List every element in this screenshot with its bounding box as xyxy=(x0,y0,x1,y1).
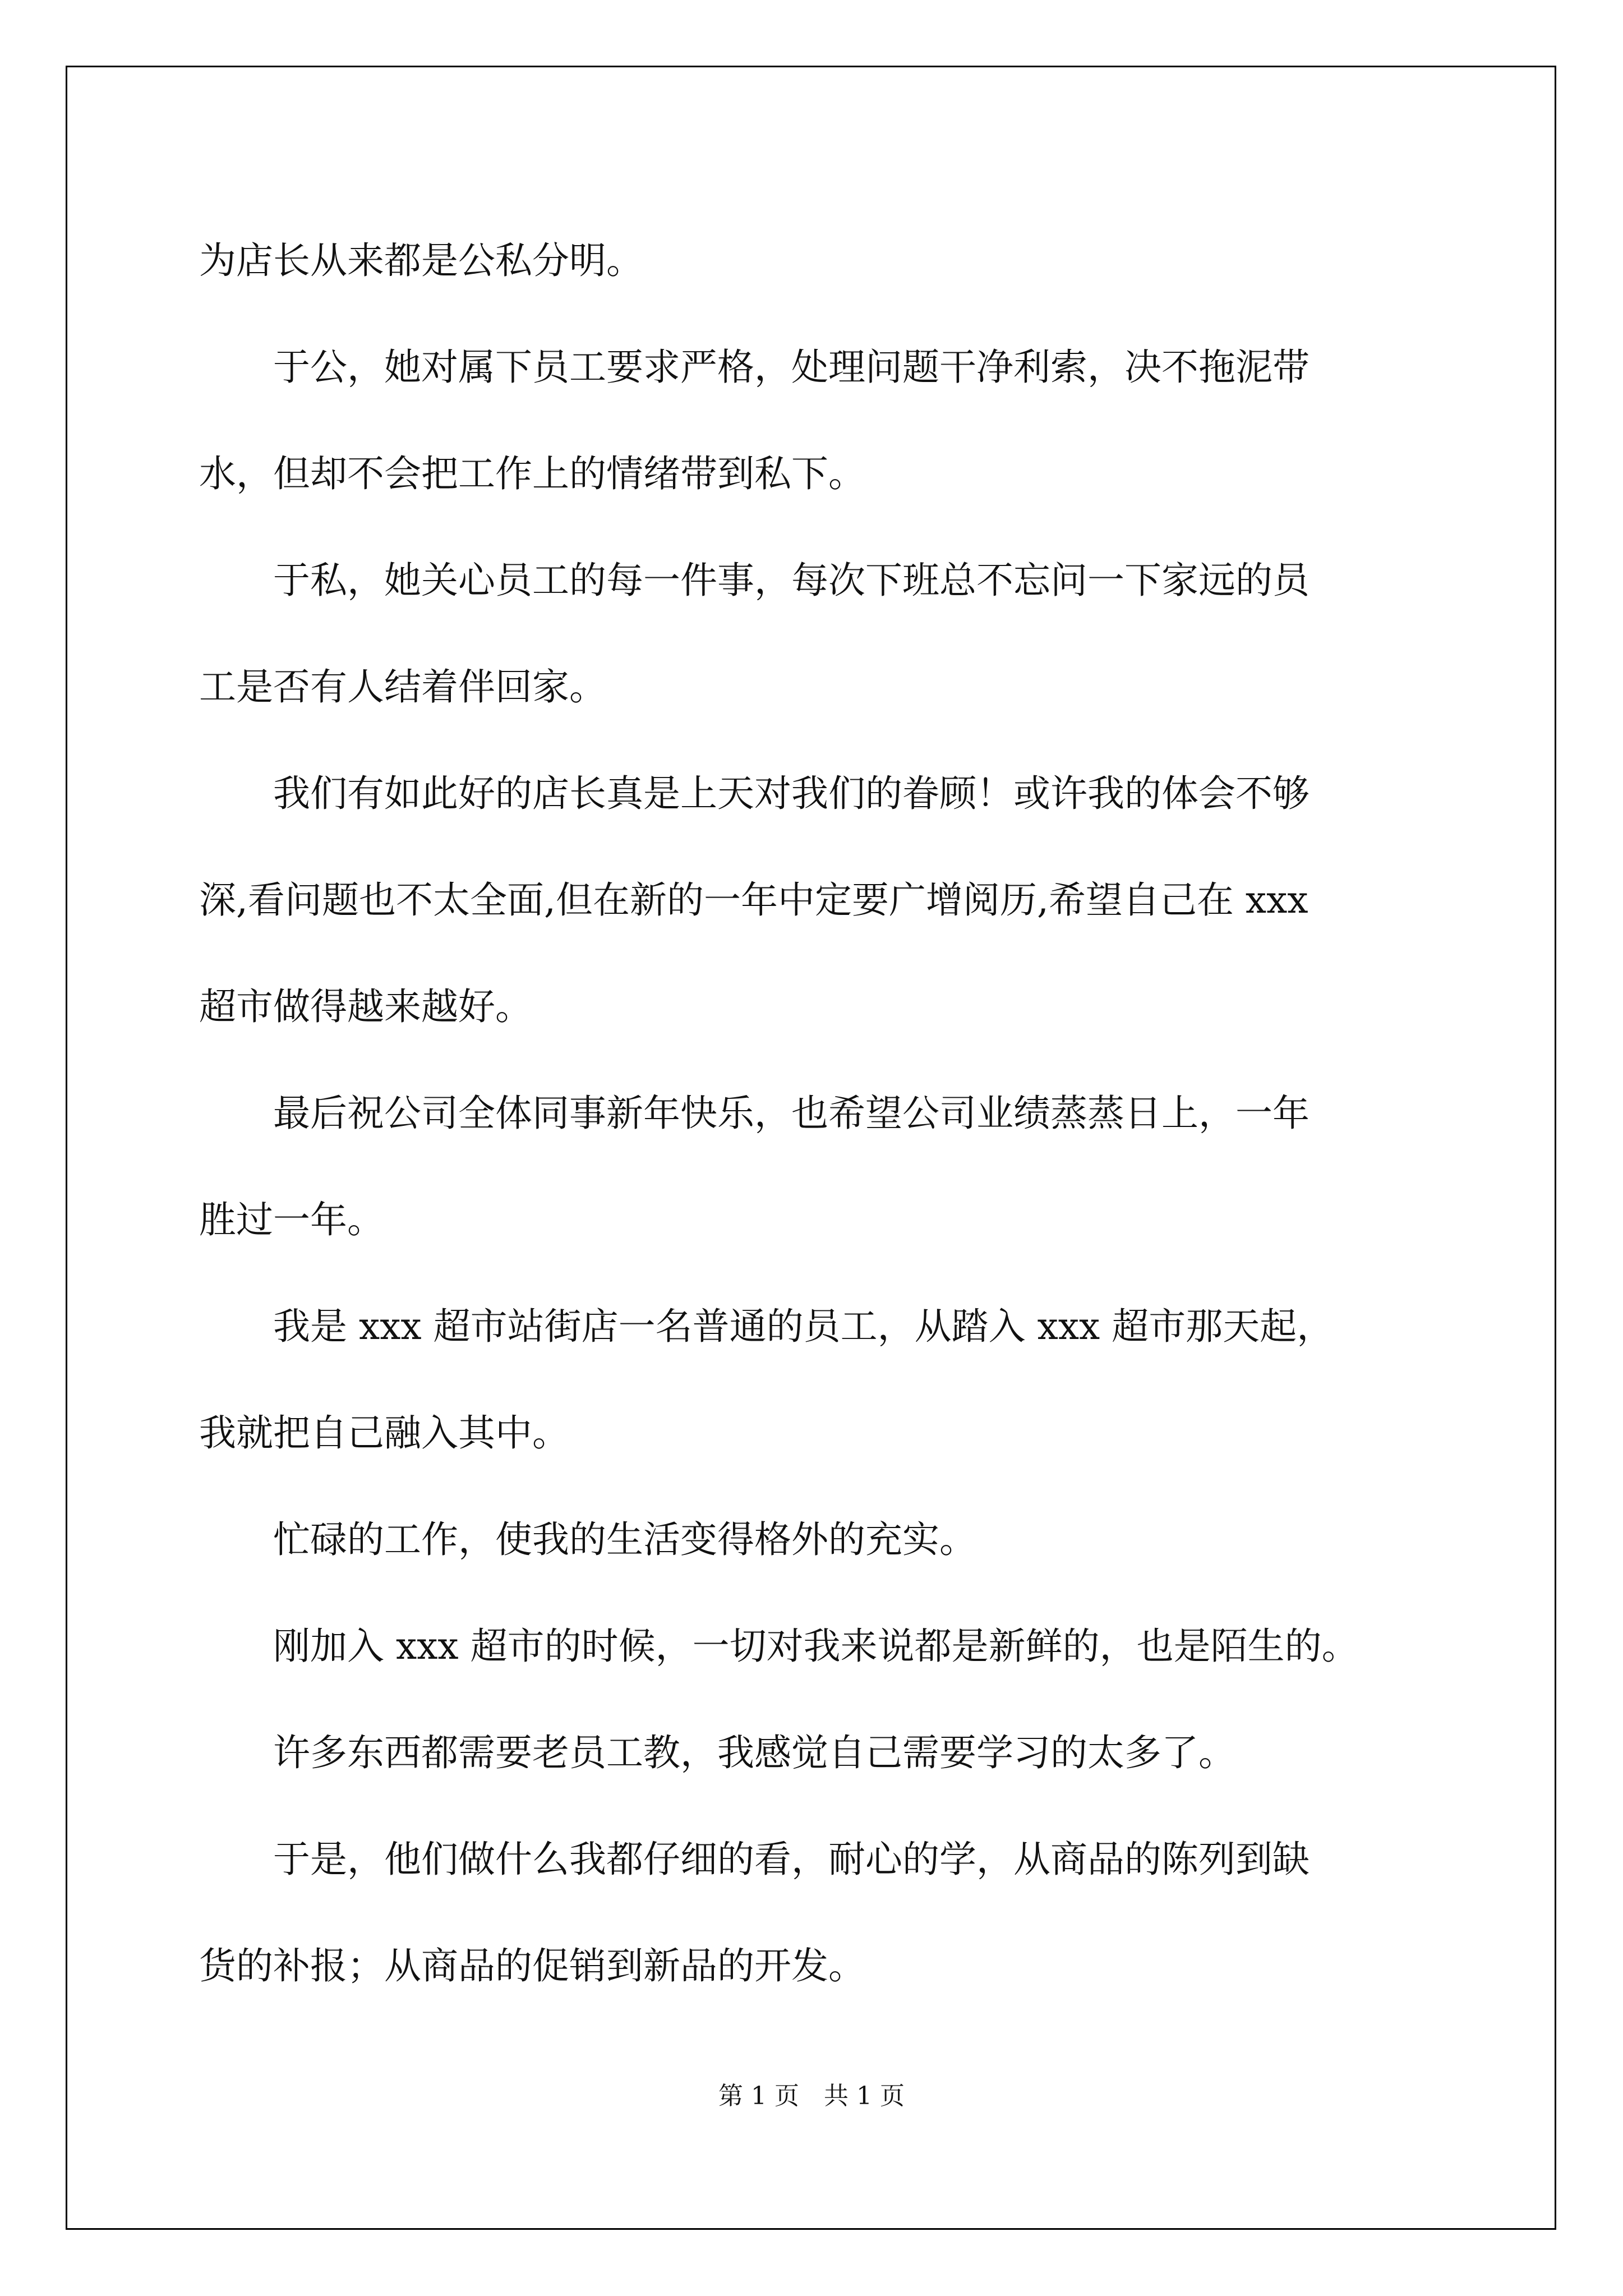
text-line: 于公，她对属下员工要求严格，处理问题干净利索，决不拖泥带 xyxy=(199,346,1310,389)
text-line: 我就把自己融入其中。 xyxy=(199,1411,569,1455)
text-line: 货的补报；从商品的促销到新品的开发。 xyxy=(199,1944,865,1987)
document-body xyxy=(199,208,1433,2019)
text-line: 胜过一年。 xyxy=(199,1198,384,1241)
page-footer: 第 1 页 共 1 页 xyxy=(718,2082,905,2110)
text-line: 超市做得越来越好。 xyxy=(199,985,532,1028)
text-line: 忙碌的工作，使我的生活变得格外的充实。 xyxy=(199,1518,976,1561)
text-line: 我是 xxx 超市站街店一名普通的员工，从踏入 xxx 超市那天起， xyxy=(199,1305,1334,1348)
text-line: 于是，他们做什么我都仔细的看，耐心的学，从商品的陈列到缺 xyxy=(199,1838,1310,1881)
text-line: 为店长从来都是公私分明。 xyxy=(199,239,643,282)
text-line: 刚加入 xxx 超市的时候，一切对我来说都是新鲜的，也是陌生的。 xyxy=(199,1625,1359,1668)
text-line: 于私，她关心员工的每一件事，每次下班总不忘问一下家远的员 xyxy=(199,559,1310,602)
text-line: 我们有如此好的店长真是上天对我们的眷顾！或许我的体会不够 xyxy=(199,772,1310,815)
text-line: 深,看问题也不太全面,但在新的一年中定要广增阅历,希望自己在 xxx xyxy=(199,878,1308,922)
text-line: 水，但却不会把工作上的情绪带到私下。 xyxy=(199,452,865,495)
text-line: 最后祝公司全体同事新年快乐，也希望公司业绩蒸蒸日上，一年 xyxy=(199,1092,1310,1135)
text-line: 工是否有人结着伴回家。 xyxy=(199,665,606,708)
text-line: 许多东西都需要老员工教，我感觉自己需要学习的太多了。 xyxy=(199,1731,1235,1774)
